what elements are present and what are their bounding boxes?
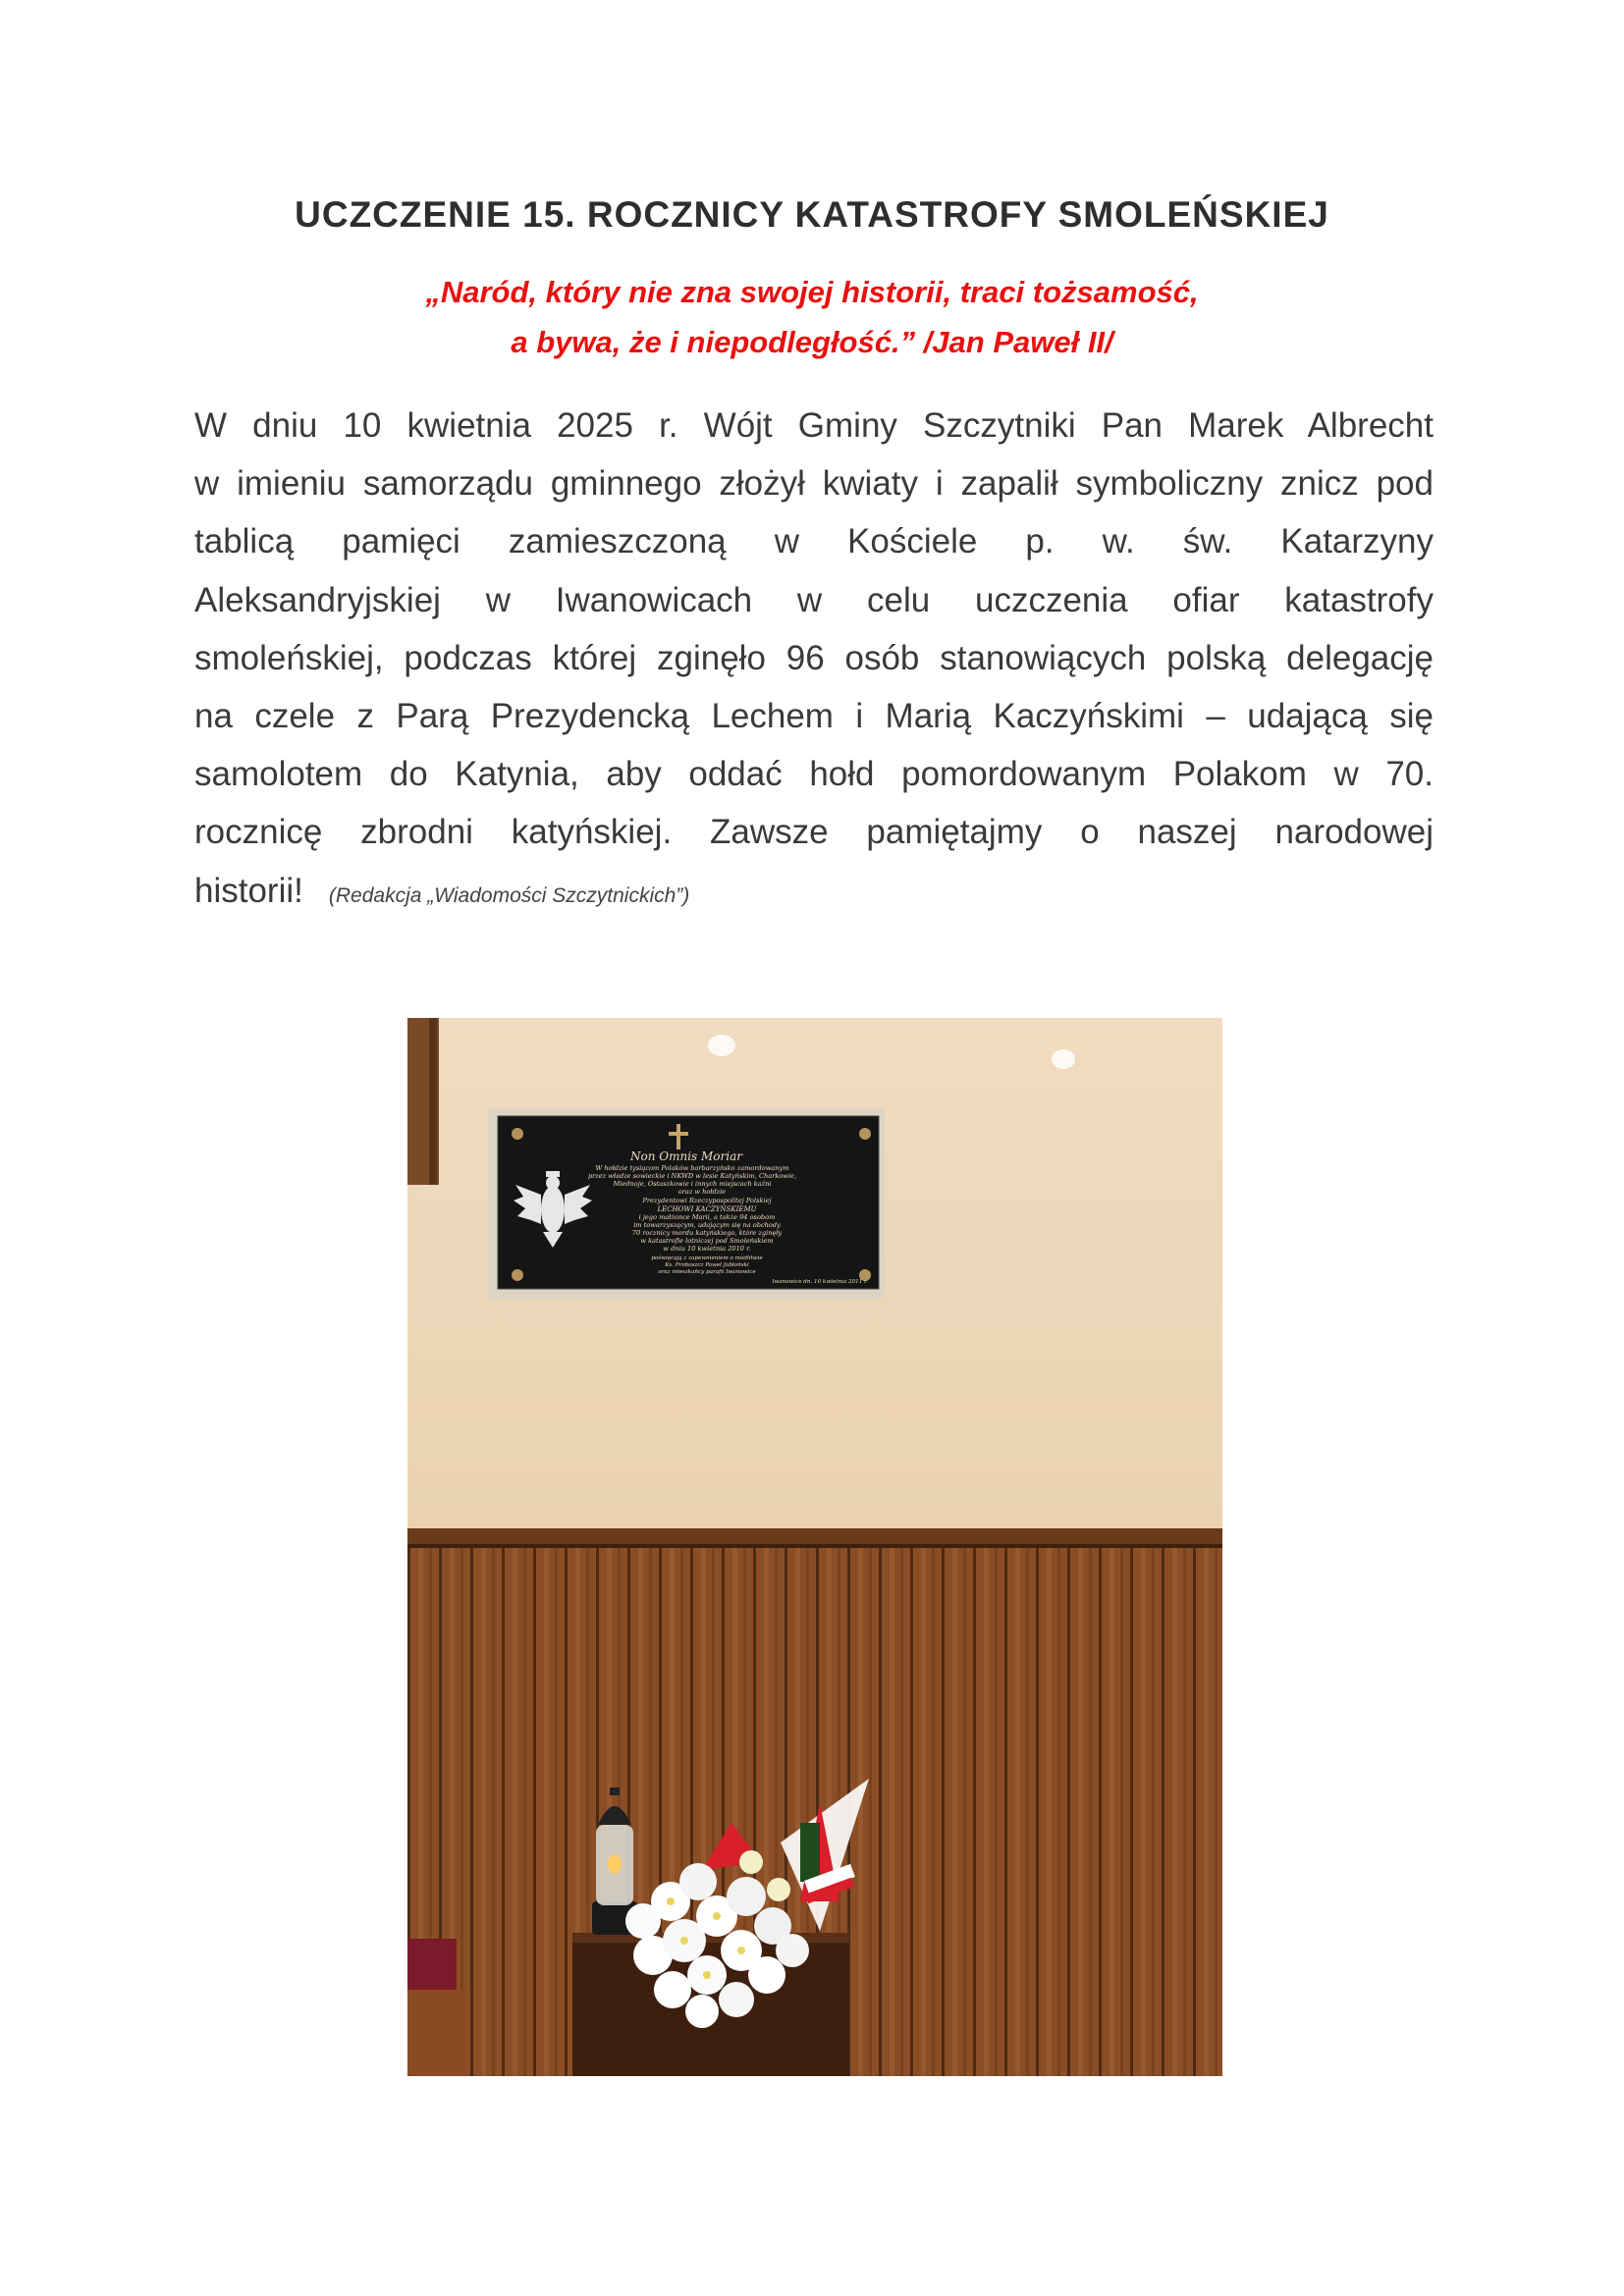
article-line: tablicą pamięci zamieszczoną w Kościele p. w. św. Katarzyny: [194, 522, 1434, 561]
plaque-line: Ks. Proboszcz Paweł Jabłoński: [665, 1262, 749, 1268]
plaque-line: w dniu 10 kwietnia 2010 r.: [663, 1245, 751, 1253]
article-line: w imieniu samorządu gminnego złożył kwiaty i zapalił symboliczny znicz pod: [194, 464, 1434, 504]
plaque-line: poświęcają z zapewnieniem o modlitwie: [651, 1255, 763, 1261]
memorial-photo-svg: [407, 1018, 1222, 2076]
screw: [512, 1269, 523, 1281]
plaque-line: Iwanowice dn. 10 kwietnia 2011 r.: [772, 1279, 868, 1285]
quote-line-2: a bywa, że i niepodległość.” /Jan Paweł II/: [511, 325, 1113, 359]
plaque-line: oraz mieszkańcy parafii Iwanowice: [658, 1269, 756, 1275]
plaque-line: LECHOWI KACZYŃSKIEMU: [657, 1205, 757, 1213]
plaque-line: im towarzyszącym, udającym się na obchody: [633, 1221, 781, 1229]
plaque-line: i jego małżonce Marii, a także 94 osobom: [638, 1213, 776, 1221]
screw: [512, 1128, 523, 1140]
plaque-line: 70 rocznicy mordu katyńskiego, które zginęły: [631, 1229, 783, 1237]
memorial-photo: [407, 1018, 1222, 2076]
plaque-line: w katastrofie lotniczej pod Smoleńskiem: [640, 1237, 774, 1245]
plaque-line: oraz w hołdzie: [677, 1188, 727, 1196]
quote-line-1: „Naród, który nie zna swojej historii, traci tożsamość,: [425, 275, 1199, 309]
article-line-last: [194, 862, 1434, 925]
article-line: rocznicę zbrodni katyńskiej. Zawsze pamiętajmy o naszej narodowej: [194, 813, 1434, 852]
article-line: W dniu 10 kwietnia 2025 r. Wójt Gminy Szczytniki Pan Marek Albrecht: [194, 406, 1434, 445]
bench-cushion: [407, 1939, 457, 1998]
page-title: UCZCZENIE 15. ROCZNICY KATASTROFY SMOLEŃSKIEJ: [295, 194, 1329, 235]
plaque-line: przez władze sowieckie i NKWD w lesie Katyńskim, Charkowie,: [587, 1172, 797, 1180]
plaque-line: Miednoje, Ostaszkowie i innych miejscach kaźni: [613, 1180, 772, 1188]
article-body: [194, 397, 1434, 925]
article-line: samolotem do Katynia, aby oddać hołd pomordowanym Polakom w 70.: [194, 755, 1434, 794]
plaque-line: Prezydentowi Rzeczypospolitej Polskiej: [642, 1197, 772, 1204]
article-last-text: historii!: [194, 871, 303, 910]
quote: [0, 267, 1624, 367]
plaque-line: Non Omnis Moriar: [630, 1149, 742, 1163]
cross-icon: [677, 1124, 680, 1149]
bench: [407, 1990, 466, 2076]
plaque-line: W hołdzie tysiącom Polaków barbarzyńsko zamordowanym: [595, 1164, 789, 1172]
editorial-credit: (Redakcja „Wiadomości Szczytnickich”): [328, 883, 690, 907]
article-line: smoleńskiej, podczas której zginęło 96 osób stanowiących polską delegację: [194, 638, 1434, 677]
article-line: na czele z Parą Prezydencką Lechem i Marią Kaczyńskimi – udającą się: [194, 697, 1434, 736]
article-line: Aleksandryjskiej w Iwanowicach w celu uczczenia ofiar katastrofy: [194, 580, 1434, 619]
screw: [859, 1128, 871, 1140]
